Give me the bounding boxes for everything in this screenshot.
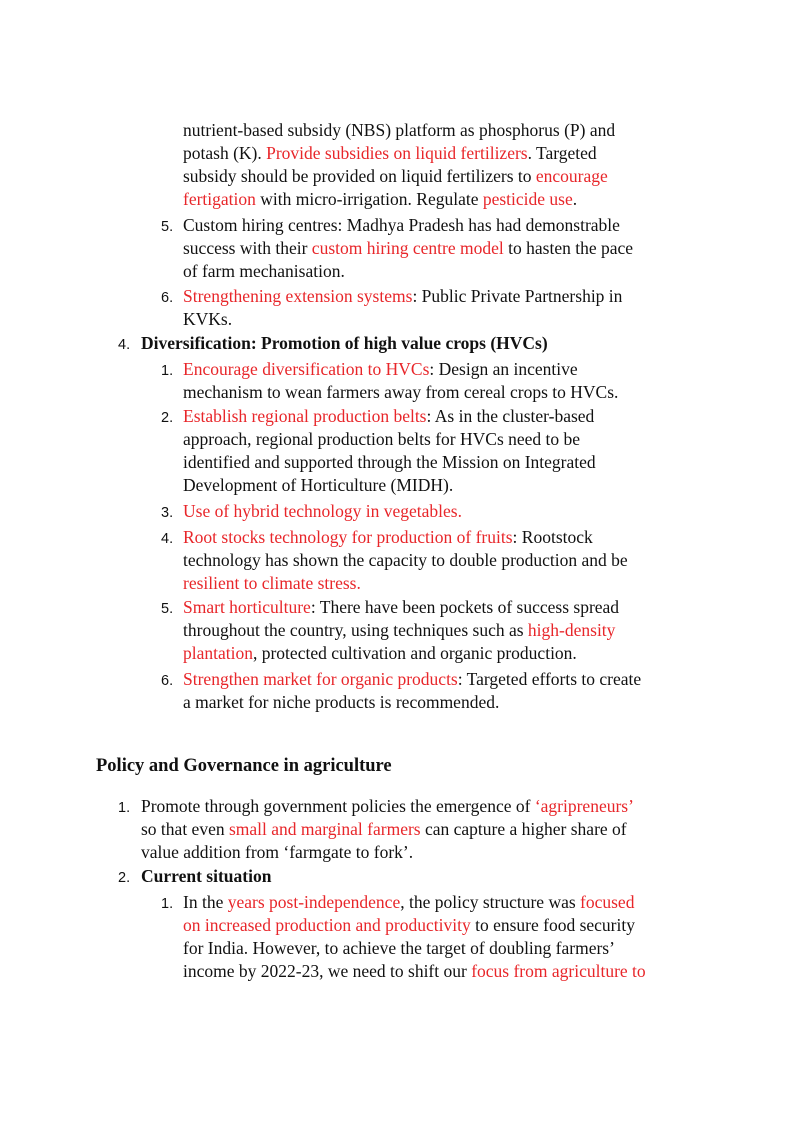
text: to ensure food security (470, 915, 635, 935)
text: for India. However, to achieve the target of doubling farmers’ (183, 938, 615, 958)
text: mechanism to wean farmers away from cereal crops to HVCs. (183, 382, 619, 402)
text: identified and supported through the Mission on Integrated (183, 452, 596, 472)
section-title: Diversification: Promotion of high value crops (HVCs) (141, 333, 548, 353)
highlight-text: focus from agriculture to (471, 961, 646, 981)
text-line (183, 596, 619, 619)
highlight-text: focused (580, 892, 635, 912)
highlight-text: Strengthen market for organic products (183, 669, 458, 689)
highlight-text: Provide subsidies on liquid fertilizers (266, 143, 528, 163)
text: value addition from ‘farmgate to fork’. (141, 842, 414, 862)
text-line (183, 891, 634, 914)
text-line (183, 119, 615, 142)
text-line (183, 428, 580, 451)
text-line (183, 381, 618, 404)
highlight-text: . (356, 573, 361, 593)
text-line (141, 841, 413, 864)
text: : As in the cluster-based (426, 406, 595, 426)
highlight-text: Use of hybrid technology in vegetables (183, 501, 458, 521)
text-line (183, 668, 641, 691)
list-number: 4. (161, 531, 174, 547)
list-number: 1. (161, 896, 174, 912)
text-line (141, 818, 627, 841)
text: , protected cultivation and organic production. (252, 643, 577, 663)
text-line (183, 214, 620, 237)
highlight-text: small and marginal farmers (228, 819, 421, 839)
text-line (183, 526, 593, 549)
text: to hasten the pace (503, 238, 634, 258)
text-line (183, 405, 594, 428)
text: throughout the country, using techniques such as (183, 620, 528, 640)
text-line (141, 795, 634, 818)
highlight-text: ‘agripreneurs’ (534, 796, 634, 816)
highlight-text: . (457, 501, 462, 521)
highlight-text: encourage (535, 166, 608, 186)
text-line (183, 619, 615, 642)
text-line (183, 165, 608, 188)
highlight-text: custom hiring centre model (311, 238, 504, 258)
text: , the policy structure was (400, 892, 581, 912)
text: : Public Private Partnership in (412, 286, 623, 306)
text: nutrient-based subsidy (NBS) platform as phosphorus (P) and (183, 120, 616, 140)
text: success with their (183, 238, 312, 258)
text-line (183, 451, 596, 474)
highlight-text: high-density (527, 620, 616, 640)
text-line (183, 500, 462, 523)
text: technology has shown the capacity to double production and be (183, 550, 628, 570)
text-line (183, 914, 635, 937)
text: In the (183, 892, 228, 912)
highlight-text: fertigation (183, 189, 256, 209)
text: approach, regional production belts for HVCs need to be (183, 429, 581, 449)
highlight-text: Smart horticulture (183, 597, 311, 617)
text-line (183, 285, 622, 308)
text: . (572, 189, 578, 209)
text: Development of Horticulture (MIDH). (183, 475, 454, 495)
text: a market for niche products is recommended. (183, 692, 500, 712)
text-line (183, 358, 578, 381)
list-number: 6. (161, 673, 174, 689)
subsection-title: Current situation (141, 866, 272, 886)
text-line (183, 642, 577, 665)
text-line (183, 260, 345, 283)
highlight-text: resilient to climate stress (183, 573, 357, 593)
list-number: 3. (161, 505, 174, 521)
list-number: 2. (161, 410, 174, 426)
text-line (183, 572, 361, 595)
highlight-text: pesticide use (482, 189, 573, 209)
list-number: 1. (161, 363, 174, 379)
list-number: 1. (118, 800, 131, 816)
highlight-text: Establish regional production belts (183, 406, 427, 426)
highlight-text: Strengthening extension systems (183, 286, 413, 306)
list-number: 5. (161, 601, 174, 617)
text-line (183, 237, 633, 260)
text: Custom hiring centres: Madhya Pradesh has had demonstrable (183, 215, 620, 235)
text: : There have been pockets of success spread (310, 597, 620, 617)
section-heading: Policy and Governance in agriculture (96, 756, 392, 776)
text: : Targeted efforts to create (457, 669, 642, 689)
text-line (183, 691, 499, 714)
list-number: 2. (118, 870, 131, 886)
text: : Rootstock (512, 527, 593, 547)
text: can capture a higher share of (420, 819, 627, 839)
text: . Targeted (527, 143, 597, 163)
highlight-text: years post-independence (227, 892, 401, 912)
text: of farm mechanisation. (183, 261, 345, 281)
list-number: 6. (161, 290, 174, 306)
list-number: 4. (118, 337, 131, 353)
text: : Design an incentive (429, 359, 578, 379)
text-line (183, 308, 232, 331)
text: Promote through government policies the emergence of (141, 796, 535, 816)
text: potash (K). (183, 143, 267, 163)
text: subsidy should be provided on liquid fertilizers to (183, 166, 536, 186)
highlight-text: plantation (183, 643, 253, 663)
text-line (183, 188, 577, 211)
text-line (183, 142, 597, 165)
highlight-text: on increased production and productivity (183, 915, 471, 935)
text-line (183, 937, 615, 960)
text-line (183, 549, 628, 572)
text-line (183, 960, 646, 983)
text-line (183, 474, 453, 497)
text: KVKs. (183, 309, 233, 329)
list-number: 5. (161, 219, 174, 235)
text: income by 2022-23, we need to shift our (183, 961, 472, 981)
highlight-text: Root stocks technology for production of fruits (183, 527, 513, 547)
highlight-text: Encourage diversification to HVCs (183, 359, 430, 379)
text: with micro-irrigation. Regulate (255, 189, 483, 209)
text: so that even (141, 819, 229, 839)
